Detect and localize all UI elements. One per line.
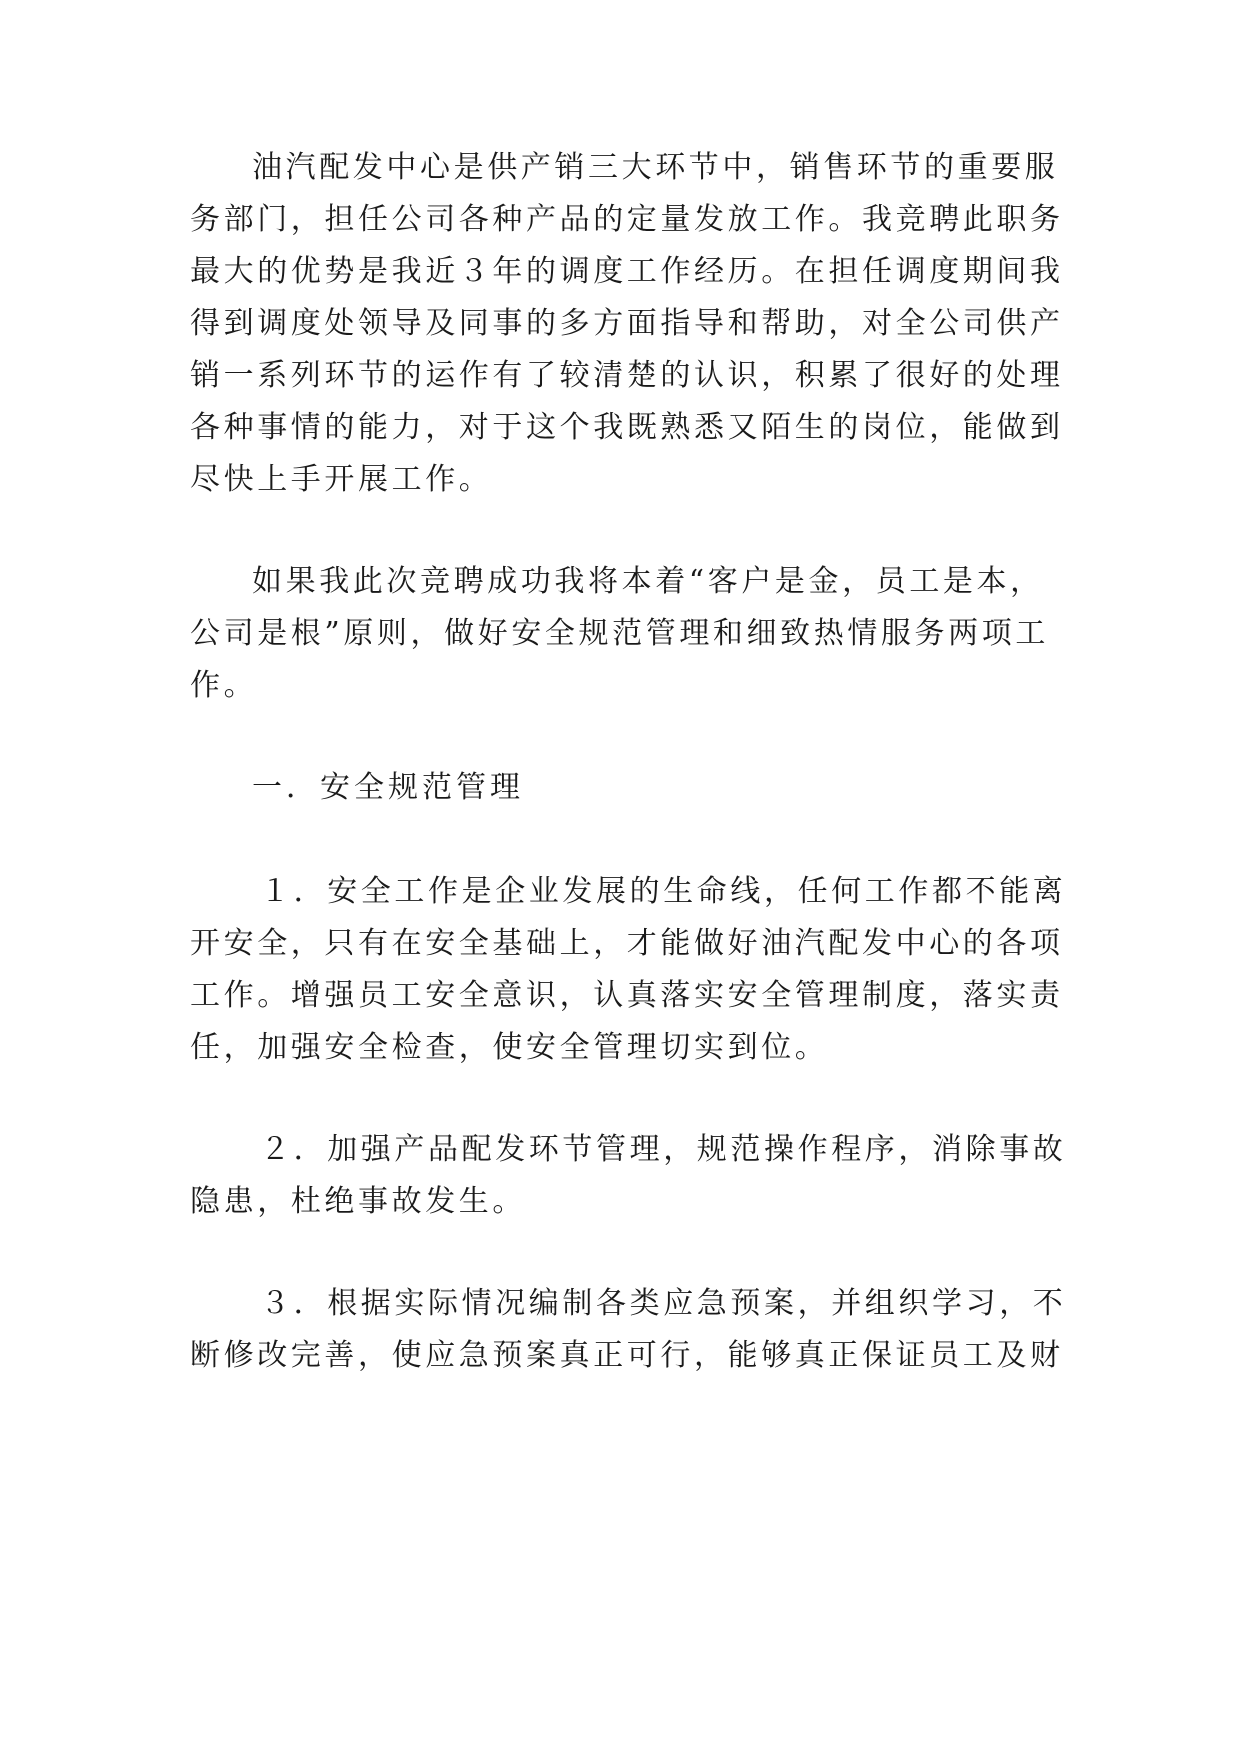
list-item-line: ２．加强产品配发环节管理，规范操作程序，消除事故 [260, 1132, 1067, 1167]
list-item-line: ３．根据实际情况编制各类应急预案，并组织学习，不 [260, 1286, 1067, 1321]
list-item-line: 断修改完善，使应急预案真正可行，能够真正保证员工及财 [190, 1338, 1064, 1373]
list-item-line: 开安全，只有在安全基础上，才能做好油汽配发中心的各项 [190, 926, 1064, 961]
list-item-line: １．安全工作是企业发展的生命线，任何工作都不能离 [260, 874, 1067, 909]
list-item-line: 任，加强安全检查，使安全管理切实到位。 [190, 1030, 829, 1065]
section-heading: 一．安全规范管理 [252, 770, 524, 805]
paragraph-line: 各种事情的能力，对于这个我既熟悉又陌生的岗位，能做到 [190, 410, 1064, 445]
paragraph-line: 如果我此次竞聘成功我将本着“客户是金，员工是本， [252, 564, 1044, 599]
paragraph-line: 务部门，担任公司各种产品的定量发放工作。我竞聘此职务 [190, 202, 1064, 237]
paragraph-line: 得到调度处领导及同事的多方面指导和帮助，对全公司供产 [190, 306, 1064, 341]
paragraph-line: 最大的优势是我近３年的调度工作经历。在担任调度期间我 [190, 254, 1064, 289]
paragraph-line: 销一系列环节的运作有了较清楚的认识，积累了很好的处理 [190, 358, 1064, 393]
paragraph-line: 公司是根”原则，做好安全规范管理和细致热情服务两项工 [190, 616, 1049, 651]
paragraph-line: 油汽配发中心是供产销三大环节中，销售环节的重要服 [252, 150, 1059, 185]
list-item-line: 工作。增强员工安全意识，认真落实安全管理制度，落实责 [190, 978, 1064, 1013]
paragraph-line: 尽快上手开展工作。 [190, 462, 493, 497]
paragraph-line: 作。 [190, 668, 258, 703]
list-item-line: 隐患，杜绝事故发生。 [190, 1184, 526, 1219]
